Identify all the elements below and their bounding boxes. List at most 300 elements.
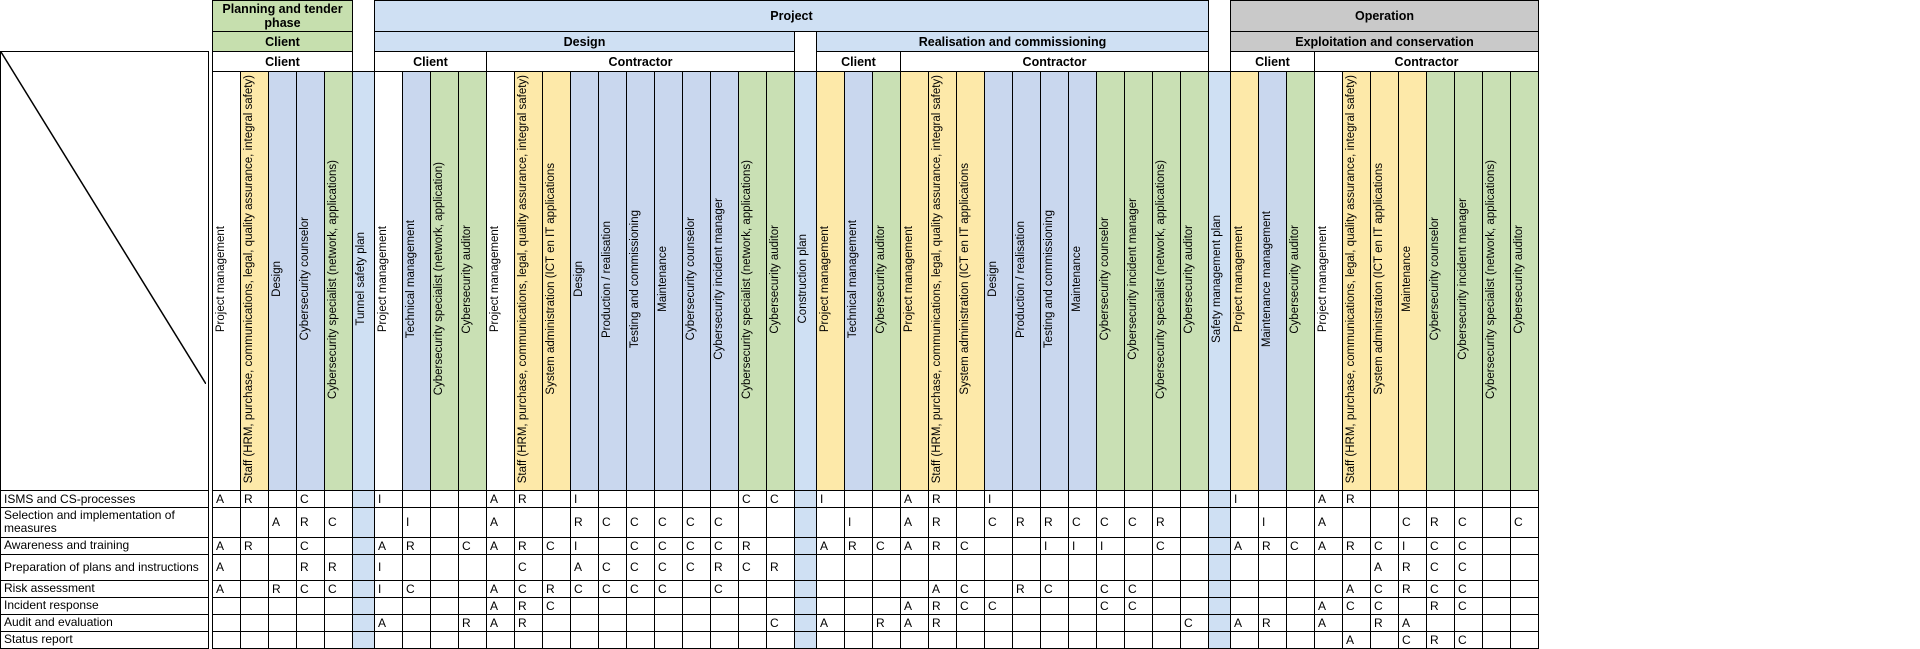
raci-cell <box>375 597 403 614</box>
column-header-c31 <box>1097 72 1125 491</box>
raci-cell: R <box>1013 508 1041 537</box>
raci-cell <box>543 491 571 508</box>
raci-cell: R <box>929 491 957 508</box>
raci-cell: C <box>1097 580 1125 597</box>
raci-cell <box>845 597 873 614</box>
column-header-c22 <box>845 72 873 491</box>
column-header-c2 <box>241 72 269 491</box>
raci-cell <box>1069 554 1097 580</box>
plan-band-cell <box>353 491 375 508</box>
raci-cell <box>543 631 571 648</box>
group-header-exp-contractor: Contractor <box>1315 52 1539 72</box>
raci-cell <box>1231 597 1259 614</box>
column-header-c9 <box>459 72 487 491</box>
raci-cell <box>1013 491 1041 508</box>
raci-cell: I <box>375 580 403 597</box>
raci-cell <box>711 631 739 648</box>
diagonal-corner <box>1 52 209 491</box>
raci-cell <box>1371 508 1399 537</box>
group-header-real-client: Client <box>817 52 901 72</box>
raci-cell <box>1041 491 1069 508</box>
column-header-c25 <box>929 72 957 491</box>
raci-cell <box>1483 597 1511 614</box>
column-header-label: Project management <box>377 226 389 333</box>
raci-cell <box>431 554 459 580</box>
raci-cell: A <box>571 554 599 580</box>
raci-cell <box>1069 631 1097 648</box>
raci-cell: R <box>873 614 901 631</box>
raci-cell: C <box>655 554 683 580</box>
raci-cell <box>985 537 1013 554</box>
raci-cell: R <box>929 597 957 614</box>
raci-cell: R <box>1427 597 1455 614</box>
column-header-label: Project management <box>1317 226 1329 333</box>
raci-cell <box>1259 554 1287 580</box>
raci-cell <box>1399 491 1427 508</box>
column-header-label: Cybersecurity counselor <box>685 217 697 341</box>
raci-cell: A <box>901 597 929 614</box>
column-header-c18 <box>711 72 739 491</box>
raci-cell: C <box>683 537 711 554</box>
raci-cell: A <box>213 580 241 597</box>
plan-band-cell <box>795 597 817 614</box>
raci-cell <box>1097 614 1125 631</box>
raci-cell <box>1231 554 1259 580</box>
plan-band-cell <box>353 614 375 631</box>
phase-gap-2 <box>1209 1 1231 32</box>
raci-cell <box>1259 491 1287 508</box>
raci-cell <box>571 597 599 614</box>
column-header-c39 <box>1343 72 1371 491</box>
raci-cell: R <box>1343 491 1371 508</box>
raci-cell <box>873 631 901 648</box>
raci-cell <box>1125 537 1153 554</box>
raci-cell: I <box>817 491 845 508</box>
column-header-c6 <box>375 72 403 491</box>
phase-header-project: Project <box>375 1 1209 32</box>
raci-cell: A <box>1315 614 1343 631</box>
subphase-design: Design <box>375 32 795 52</box>
raci-cell: C <box>325 508 353 537</box>
raci-cell: A <box>929 580 957 597</box>
gap <box>1209 52 1231 72</box>
raci-cell <box>929 631 957 648</box>
raci-cell: C <box>1371 597 1399 614</box>
column-header-label: Cybersecurity auditor <box>1513 224 1525 334</box>
group-header-exp-client: Client <box>1231 52 1315 72</box>
table-row <box>1 614 1539 631</box>
column-header-c16 <box>655 72 683 491</box>
column-header-c15 <box>627 72 655 491</box>
raci-cell: R <box>1427 508 1455 537</box>
raci-cell <box>1013 554 1041 580</box>
raci-cell: C <box>1455 554 1483 580</box>
column-header-label: Staff (HRM, purchase, communications, legal, quality assurance, integral safety) <box>243 75 255 484</box>
raci-cell <box>1153 597 1181 614</box>
raci-cell: A <box>1315 491 1343 508</box>
raci-cell: C <box>1427 580 1455 597</box>
raci-cell <box>241 554 269 580</box>
raci-cell <box>403 554 431 580</box>
raci-cell <box>1181 537 1209 554</box>
raci-cell <box>269 597 297 614</box>
column-header-label: System administration (ICT en IT applications <box>959 163 971 395</box>
group-header-real-contractor: Contractor <box>901 52 1209 72</box>
raci-cell: C <box>985 597 1013 614</box>
raci-cell <box>1125 554 1153 580</box>
raci-cell: C <box>1343 597 1371 614</box>
raci-cell: R <box>1427 631 1455 648</box>
raci-cell <box>241 614 269 631</box>
raci-cell <box>459 491 487 508</box>
raci-cell <box>627 597 655 614</box>
plan-band-cell <box>795 614 817 631</box>
raci-cell <box>1483 508 1511 537</box>
column-header-label: Cybersecurity specialist (network, applications) <box>741 159 753 399</box>
raci-cell <box>297 597 325 614</box>
raci-cell: R <box>297 554 325 580</box>
raci-cell <box>515 631 543 648</box>
column-header-label: Cybersecurity specialist (network, applications) <box>1485 159 1497 399</box>
plan-band-cell <box>1209 614 1231 631</box>
raci-cell: R <box>269 580 297 597</box>
raci-cell <box>599 631 627 648</box>
raci-cell <box>739 631 767 648</box>
column-header-c1 <box>213 72 241 491</box>
row-label: Preparation of plans and instructions <box>1 554 209 580</box>
raci-cell <box>571 631 599 648</box>
raci-cell <box>1455 614 1483 631</box>
raci-cell <box>1511 631 1539 648</box>
raci-cell: C <box>711 580 739 597</box>
column-header-c7 <box>403 72 431 491</box>
raci-cell <box>1181 508 1209 537</box>
plan-band-cell <box>1209 597 1231 614</box>
table-row <box>1 508 1539 537</box>
raci-cell <box>1097 554 1125 580</box>
raci-cell: C <box>297 537 325 554</box>
raci-cell <box>459 508 487 537</box>
raci-cell: R <box>739 537 767 554</box>
raci-cell <box>1483 491 1511 508</box>
column-header-label: Cybersecurity counselor <box>1099 217 1111 341</box>
raci-cell: C <box>1399 631 1427 648</box>
diagonal-divider-icon <box>1 52 206 384</box>
plan-band-cell <box>795 491 817 508</box>
column-header-label: Staff (HRM, purchase, communications, legal, quality assurance, integral safety) <box>517 75 529 484</box>
column-header-label: Safety management plan <box>1211 215 1223 344</box>
subphase-exploitation: Exploitation and conservation <box>1231 32 1539 52</box>
raci-cell: C <box>957 580 985 597</box>
raci-cell: C <box>683 554 711 580</box>
raci-cell: C <box>297 580 325 597</box>
raci-cell <box>627 631 655 648</box>
plan-band-cell <box>795 631 817 648</box>
group-header-planning-client: Client <box>213 52 353 72</box>
raci-cell <box>1069 491 1097 508</box>
raci-cell: C <box>627 554 655 580</box>
column-header-label: Design <box>271 261 283 298</box>
raci-cell <box>1483 537 1511 554</box>
raci-cell <box>711 491 739 508</box>
raci-cell: C <box>1427 554 1455 580</box>
raci-cell: C <box>957 597 985 614</box>
raci-cell: R <box>241 537 269 554</box>
column-header-label: Cybersecurity counselor <box>299 217 311 341</box>
raci-cell: C <box>627 580 655 597</box>
raci-cell: C <box>1455 580 1483 597</box>
raci-cell <box>845 491 873 508</box>
plan-band-cell <box>1209 554 1231 580</box>
raci-cell <box>599 537 627 554</box>
raci-cell <box>325 597 353 614</box>
raci-cell <box>873 597 901 614</box>
raci-cell <box>403 597 431 614</box>
raci-cell <box>1259 597 1287 614</box>
raci-cell <box>431 508 459 537</box>
column-header-c11 <box>515 72 543 491</box>
column-header-c5 <box>325 72 353 491</box>
raci-cell <box>213 631 241 648</box>
column-header-label: Staff (HRM, purchase, communications, legal, quality assurance, integral safety) <box>1345 75 1357 484</box>
raci-cell <box>1097 491 1125 508</box>
raci-cell <box>1153 491 1181 508</box>
raci-cell: I <box>845 508 873 537</box>
raci-cell <box>739 580 767 597</box>
raci-cell <box>1013 597 1041 614</box>
raci-cell: R <box>845 537 873 554</box>
raci-cell <box>1287 614 1315 631</box>
raci-cell <box>543 508 571 537</box>
row-label: Incident response <box>1 597 209 614</box>
column-header-label: System administration (ICT en IT applications <box>545 163 557 395</box>
raci-cell <box>1125 631 1153 648</box>
plan-band-cell <box>795 554 817 580</box>
raci-cell: R <box>297 508 325 537</box>
raci-cell: I <box>1097 537 1125 554</box>
raci-cell <box>1483 580 1511 597</box>
raci-cell <box>1343 554 1371 580</box>
raci-cell: C <box>655 580 683 597</box>
raci-cell <box>1511 614 1539 631</box>
plan-band-cell <box>353 508 375 537</box>
raci-cell: C <box>627 537 655 554</box>
raci-cell <box>325 614 353 631</box>
raci-cell: C <box>543 597 571 614</box>
raci-cell <box>1455 491 1483 508</box>
raci-cell <box>767 508 795 537</box>
row-label: ISMS and CS-processes <box>1 491 209 508</box>
raci-cell: R <box>325 554 353 580</box>
raci-cell <box>515 508 543 537</box>
raci-cell <box>1153 614 1181 631</box>
column-header-label: Cybersecurity auditor <box>1183 224 1195 334</box>
raci-cell: C <box>1399 508 1427 537</box>
column-header-label: Maintenance <box>657 246 669 313</box>
plan-band-cell <box>795 537 817 554</box>
raci-cell <box>1287 554 1315 580</box>
raci-cell: A <box>1315 537 1343 554</box>
raci-cell: A <box>487 614 515 631</box>
raci-cell <box>1371 631 1399 648</box>
raci-cell <box>1069 580 1097 597</box>
raci-cell: A <box>901 491 929 508</box>
raci-cell: C <box>543 537 571 554</box>
column-header-c33 <box>1153 72 1181 491</box>
raci-cell <box>901 631 929 648</box>
raci-cell <box>1181 491 1209 508</box>
column-header-c28 <box>1013 72 1041 491</box>
raci-cell: A <box>487 508 515 537</box>
raci-cell: C <box>515 554 543 580</box>
raci-cell: A <box>1231 614 1259 631</box>
corner-blank-top2 <box>1 32 209 52</box>
raci-cell <box>1013 614 1041 631</box>
raci-cell <box>1427 491 1455 508</box>
raci-cell <box>817 580 845 597</box>
raci-cell <box>543 614 571 631</box>
row-label: Risk assessment <box>1 580 209 597</box>
raci-cell <box>1343 508 1371 537</box>
raci-cell <box>1427 614 1455 631</box>
raci-cell <box>817 597 845 614</box>
raci-cell <box>1399 597 1427 614</box>
gap <box>353 52 375 72</box>
phase-gap-1 <box>353 1 375 32</box>
table-row <box>1 597 1539 614</box>
plan-band-cell <box>353 554 375 580</box>
raci-cell <box>325 491 353 508</box>
column-header-s3 <box>1209 72 1231 491</box>
raci-cell <box>1483 554 1511 580</box>
raci-cell <box>873 491 901 508</box>
raci-cell: C <box>515 580 543 597</box>
raci-cell <box>711 614 739 631</box>
raci-cell <box>1287 580 1315 597</box>
raci-cell: C <box>1125 580 1153 597</box>
column-header-c17 <box>683 72 711 491</box>
column-header-label: Technical management <box>847 219 859 339</box>
column-header-c21 <box>817 72 845 491</box>
column-header-c43 <box>1455 72 1483 491</box>
raci-cell: C <box>297 491 325 508</box>
column-header-c30 <box>1069 72 1097 491</box>
row-label: Selection and implementation of measures <box>1 508 209 537</box>
raci-cell <box>1181 580 1209 597</box>
raci-cell <box>683 614 711 631</box>
raci-cell: C <box>1125 597 1153 614</box>
column-header-c20 <box>767 72 795 491</box>
column-header-label: Testing and commissioning <box>1043 210 1055 349</box>
raci-cell <box>739 508 767 537</box>
raci-cell: C <box>1511 508 1539 537</box>
column-header-label: Staff (HRM, purchase, communications, legal, quality assurance, integral safety) <box>931 75 943 484</box>
raci-cell <box>241 631 269 648</box>
raci-cell <box>1125 614 1153 631</box>
raci-cell <box>1511 580 1539 597</box>
raci-cell <box>817 631 845 648</box>
column-header-c4 <box>297 72 325 491</box>
raci-cell <box>1287 631 1315 648</box>
column-header-c3 <box>269 72 297 491</box>
raci-cell: R <box>1399 580 1427 597</box>
raci-cell <box>845 580 873 597</box>
column-header-label: Cybersecurity auditor <box>461 224 473 334</box>
raci-cell <box>459 554 487 580</box>
raci-cell <box>375 631 403 648</box>
raci-cell <box>241 597 269 614</box>
raci-cell <box>269 614 297 631</box>
raci-cell <box>845 554 873 580</box>
raci-cell <box>1483 614 1511 631</box>
raci-cell <box>213 614 241 631</box>
raci-cell: A <box>1343 631 1371 648</box>
raci-cell: C <box>459 537 487 554</box>
column-header-label: Design <box>987 261 999 298</box>
raci-cell: R <box>1259 537 1287 554</box>
raci-cell: C <box>599 508 627 537</box>
column-header-c12 <box>543 72 571 491</box>
table-row <box>1 631 1539 648</box>
column-header-label: Cybersecurity specialist (network, application) <box>433 162 445 396</box>
raci-cell: C <box>627 508 655 537</box>
raci-cell <box>1287 597 1315 614</box>
raci-cell <box>627 491 655 508</box>
raci-cell <box>1153 580 1181 597</box>
raci-cell <box>683 631 711 648</box>
raci-cell: A <box>213 554 241 580</box>
column-header-label: Project management <box>903 226 915 333</box>
column-header-label: Technical management <box>405 219 417 339</box>
raci-cell: C <box>1097 597 1125 614</box>
raci-cell <box>957 491 985 508</box>
raci-cell <box>767 631 795 648</box>
phase-header-planning: Planning and tender phase <box>213 1 353 32</box>
column-header-c35 <box>1231 72 1259 491</box>
raci-cell: C <box>655 537 683 554</box>
table-row <box>1 537 1539 554</box>
raci-cell <box>459 597 487 614</box>
raci-cell: C <box>571 580 599 597</box>
raci-cell: A <box>213 537 241 554</box>
raci-cell: C <box>655 508 683 537</box>
raci-cell <box>683 580 711 597</box>
raci-cell <box>459 631 487 648</box>
raci-cell: C <box>767 491 795 508</box>
raci-cell <box>1231 580 1259 597</box>
raci-cell <box>241 508 269 537</box>
raci-cell: R <box>1041 508 1069 537</box>
raci-cell: A <box>487 491 515 508</box>
raci-cell <box>1259 580 1287 597</box>
raci-cell: A <box>817 537 845 554</box>
raci-cell: A <box>269 508 297 537</box>
raci-cell <box>985 580 1013 597</box>
raci-cell <box>1511 597 1539 614</box>
raci-cell: C <box>739 491 767 508</box>
row-label: Awareness and training <box>1 537 209 554</box>
raci-cell: A <box>375 614 403 631</box>
column-header-label: Cybersecurity auditor <box>769 224 781 334</box>
column-header-label: Cybersecurity specialist (network, applications) <box>327 159 339 399</box>
raci-cell: I <box>1041 537 1069 554</box>
raci-cell <box>873 554 901 580</box>
raci-cell <box>957 614 985 631</box>
corner-blank-top <box>1 1 209 32</box>
column-header-c23 <box>873 72 901 491</box>
plan-band-cell <box>1209 491 1231 508</box>
plan-band-cell <box>1209 537 1231 554</box>
